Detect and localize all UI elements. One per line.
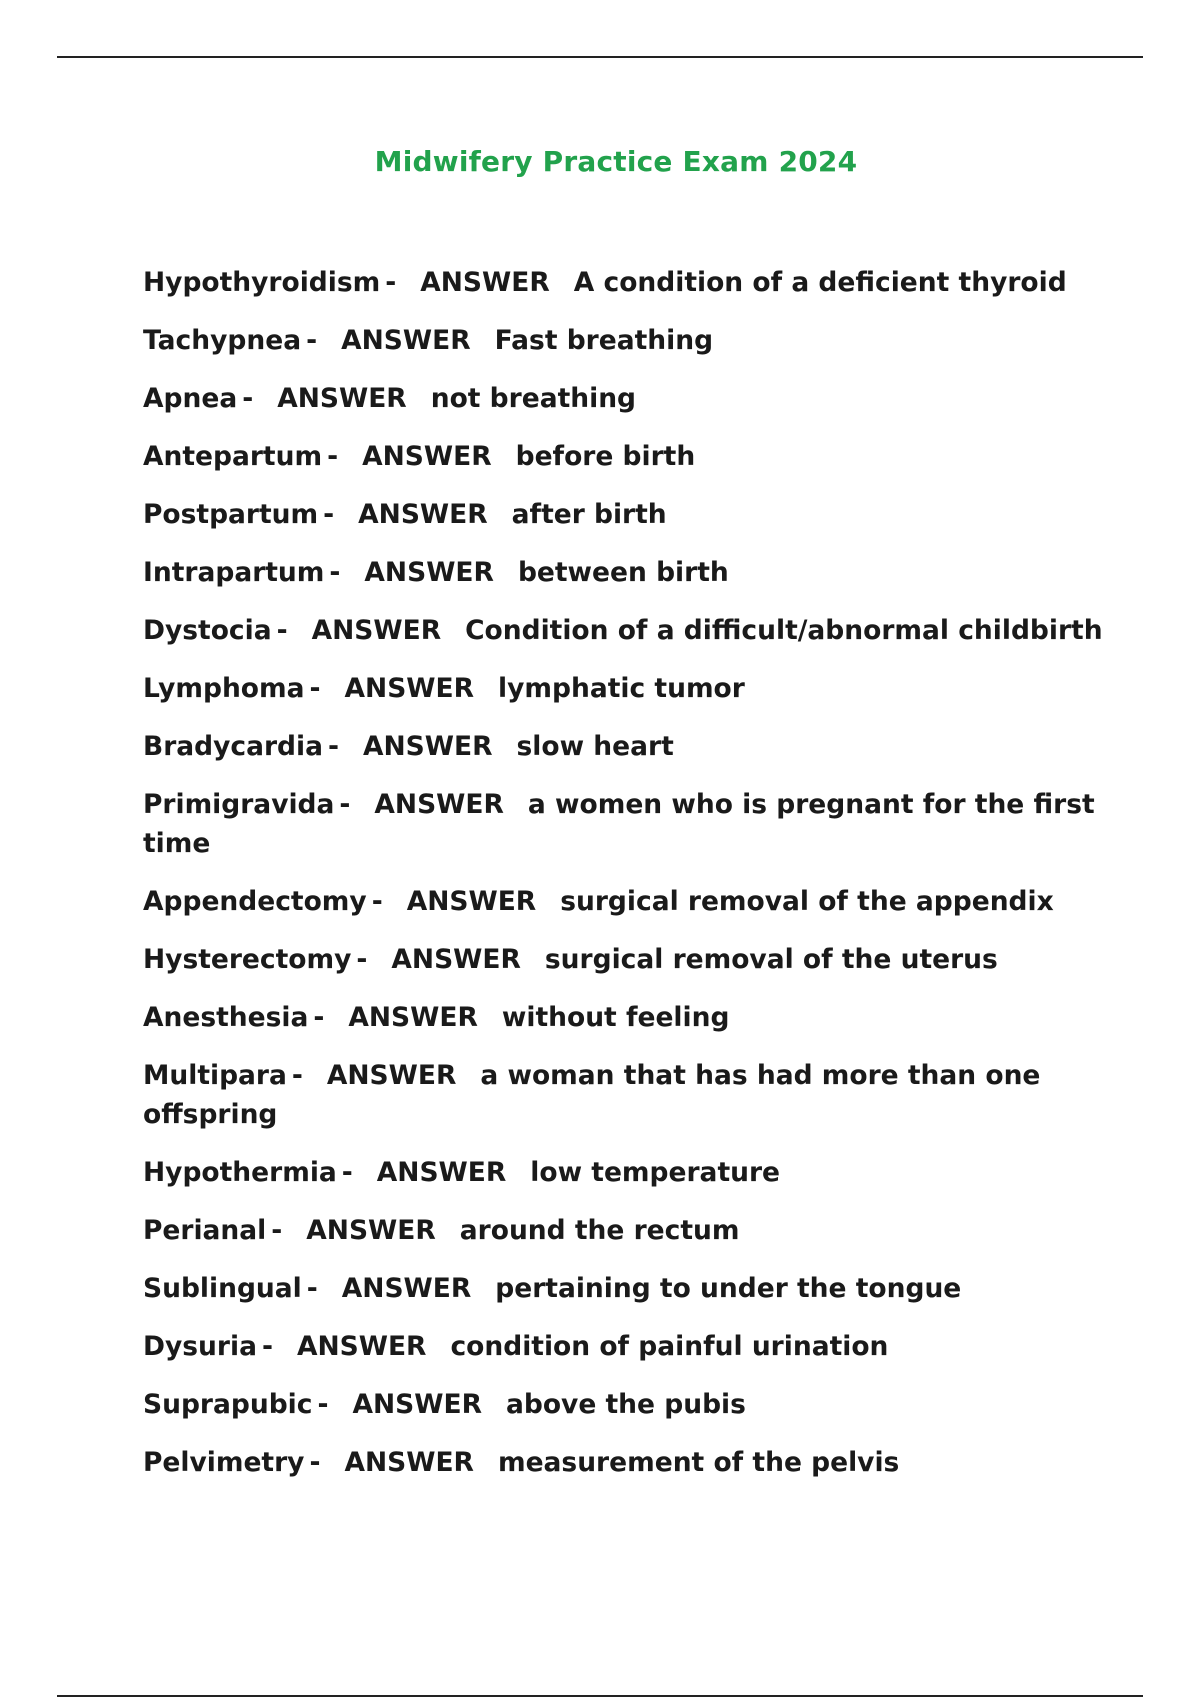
answer-label: ANSWER	[374, 789, 504, 820]
entry-separator: -	[327, 441, 339, 472]
entry-definition: A condition of a deficient thyroid	[573, 267, 1067, 298]
entry-definition: not breathing	[430, 383, 637, 414]
entry-separator: -	[339, 789, 351, 820]
qa-entry	[143, 1211, 1103, 1250]
entry-term: Multipara	[143, 1060, 287, 1091]
entry-term: Perianal	[143, 1215, 267, 1246]
entry-separator: -	[291, 1060, 303, 1091]
entry-term: Dysuria	[143, 1331, 257, 1362]
entry-term: Anesthesia	[143, 1002, 309, 1033]
answer-label: ANSWER	[341, 1273, 472, 1304]
entry-separator: -	[306, 1273, 318, 1304]
entry-definition: surgical removal of the uterus	[544, 944, 998, 975]
entry-definition: before birth	[515, 441, 696, 472]
answer-label: ANSWER	[363, 731, 493, 762]
qa-entry	[143, 321, 1103, 360]
entry-definition: lymphatic tumor	[498, 673, 745, 704]
answer-label: ANSWER	[344, 1447, 474, 1478]
answer-label: ANSWER	[352, 1389, 482, 1420]
answer-label: ANSWER	[306, 1215, 436, 1246]
answer-label: ANSWER	[311, 615, 442, 646]
answer-label: ANSWER	[364, 557, 494, 588]
qa-list	[143, 263, 1103, 1501]
answer-label: ANSWER	[406, 886, 537, 917]
entry-term: Antepartum	[143, 441, 323, 472]
answer-label: ANSWER	[358, 499, 488, 530]
entry-separator: -	[371, 886, 383, 917]
qa-entry	[143, 882, 1103, 921]
qa-entry	[143, 611, 1103, 650]
entry-definition: between birth	[517, 557, 729, 588]
entry-term: Apnea	[143, 383, 238, 414]
qa-entry	[143, 1327, 1103, 1366]
entry-separator: -	[356, 944, 368, 975]
answer-label: ANSWER	[326, 1060, 457, 1091]
entry-term: Hypothermia	[143, 1157, 337, 1188]
entry-definition: measurement of the pelvis	[497, 1447, 900, 1478]
qa-entry	[143, 785, 1103, 863]
bottom-divider	[57, 1695, 1143, 1697]
qa-entry	[143, 1153, 1103, 1192]
answer-label: ANSWER	[376, 1157, 507, 1188]
qa-entry	[143, 1443, 1103, 1482]
qa-entry	[143, 727, 1103, 766]
answer-label: ANSWER	[420, 267, 550, 298]
answer-label: ANSWER	[341, 325, 471, 356]
entry-term: Hysterectomy	[143, 944, 352, 975]
answer-label: ANSWER	[348, 1002, 478, 1033]
page-title: Midwifery Practice Exam 2024	[374, 145, 858, 178]
qa-entry	[143, 495, 1103, 534]
entry-definition: pertaining to under the tongue	[495, 1273, 962, 1304]
entry-separator: -	[323, 499, 335, 530]
qa-entry	[143, 998, 1103, 1037]
entry-separator: -	[329, 557, 341, 588]
answer-label: ANSWER	[362, 441, 492, 472]
qa-entry	[143, 940, 1103, 979]
entry-separator: -	[276, 615, 288, 646]
top-divider	[57, 56, 1143, 58]
entry-term: Tachypnea	[143, 325, 302, 356]
qa-entry	[143, 553, 1103, 592]
entry-separator: -	[317, 1389, 329, 1420]
qa-entry	[143, 379, 1103, 418]
entry-term: Postpartum	[143, 499, 319, 530]
answer-label: ANSWER	[391, 944, 521, 975]
entry-separator: -	[271, 1215, 283, 1246]
entry-definition: slow heart	[516, 731, 674, 762]
answer-label: ANSWER	[296, 1331, 427, 1362]
entry-term: Pelvimetry	[143, 1447, 305, 1478]
entry-term: Intrapartum	[143, 557, 325, 588]
entry-term: Suprapubic	[143, 1389, 313, 1420]
entry-term: Sublingual	[143, 1273, 302, 1304]
entry-definition: without feeling	[501, 1002, 730, 1033]
entry-definition: after birth	[511, 499, 667, 530]
qa-entry	[143, 1269, 1103, 1308]
entry-definition: surgical removal of the appendix	[560, 886, 1054, 917]
entry-term: Hypothyroidism	[143, 267, 381, 298]
entry-definition: a woman that has had more than one offspring	[143, 1060, 1041, 1130]
entry-definition: above the pubis	[505, 1389, 746, 1420]
entry-separator: -	[385, 267, 397, 298]
entry-definition: Condition of a difficult/abnormal childbirth	[465, 615, 1103, 646]
entry-separator: -	[328, 731, 339, 762]
qa-entry	[143, 669, 1103, 708]
entry-term: Bradycardia	[143, 731, 323, 762]
entry-separator: -	[309, 1447, 321, 1478]
qa-entry	[143, 1056, 1103, 1134]
entry-term: Primigravida	[143, 789, 335, 820]
answer-label: ANSWER	[344, 673, 475, 704]
entry-definition: low temperature	[530, 1157, 781, 1188]
qa-entry	[143, 263, 1103, 302]
entry-separator: -	[306, 325, 318, 356]
qa-entry	[143, 437, 1103, 476]
entry-separator: -	[242, 383, 254, 414]
entry-term: Dystocia	[143, 615, 272, 646]
qa-entry	[143, 1385, 1103, 1424]
entry-definition: around the rectum	[459, 1215, 740, 1246]
entry-separator: -	[313, 1002, 325, 1033]
answer-label: ANSWER	[277, 383, 407, 414]
entry-separator: -	[261, 1331, 273, 1362]
entry-term: Lymphoma	[143, 673, 305, 704]
entry-definition: Fast breathing	[494, 325, 714, 356]
entry-separator: -	[341, 1157, 353, 1188]
entry-definition: a women who is pregnant for the first time	[143, 789, 1095, 859]
entry-term: Appendectomy	[143, 886, 367, 917]
entry-definition: condition of painful urination	[450, 1331, 889, 1362]
entry-separator: -	[309, 673, 321, 704]
